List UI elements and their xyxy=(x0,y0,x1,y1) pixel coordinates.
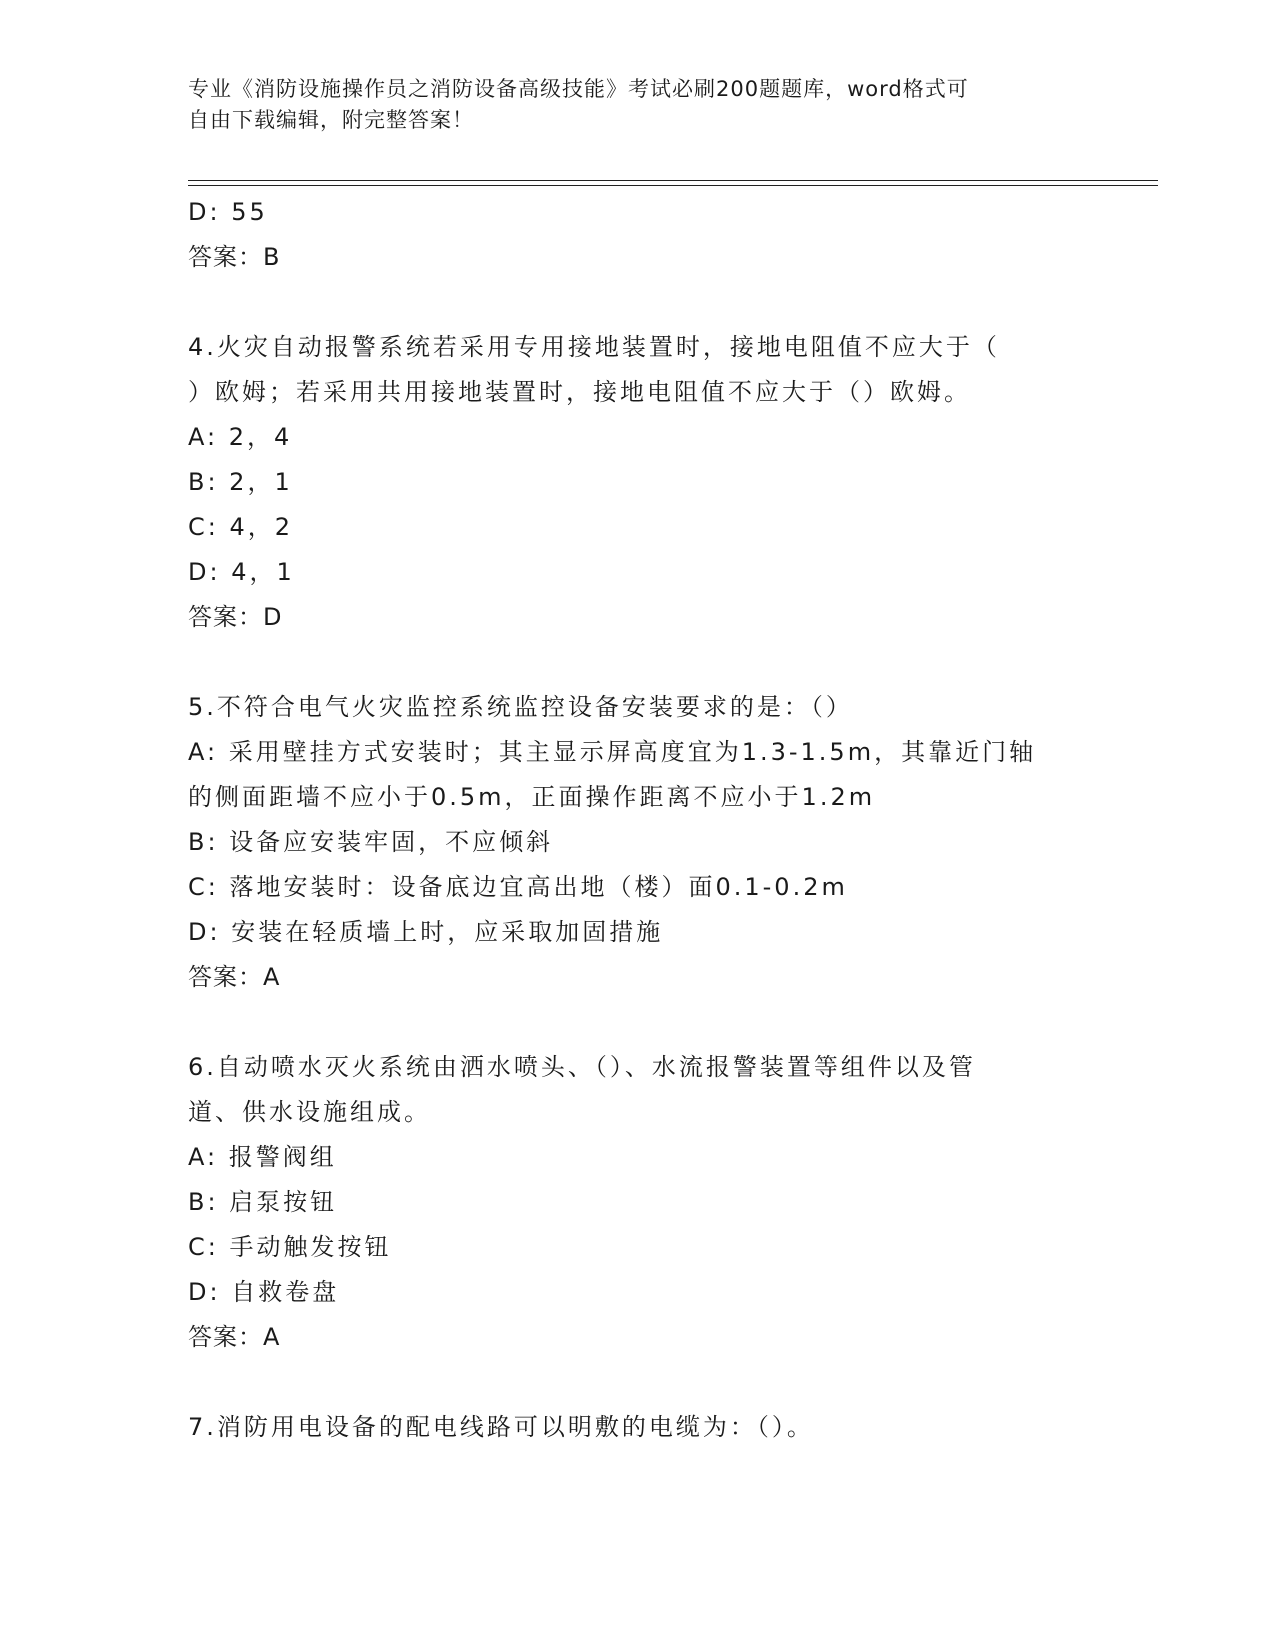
option-a: A: 2，4 xyxy=(188,423,293,451)
question-block-4 xyxy=(188,325,1088,640)
answer-line: 答案：A xyxy=(188,963,281,991)
spacer xyxy=(188,1360,1088,1405)
header-divider-bottom xyxy=(188,185,1158,186)
question-list xyxy=(188,190,1088,1450)
answer-line: 答案：A xyxy=(188,1323,281,1351)
option-b: B: 设备应安装牢固，不应倾斜 xyxy=(188,828,554,856)
option-d: D: 4，1 xyxy=(188,558,295,586)
question-block-5 xyxy=(188,685,1088,1000)
question-stem: 5.不符合电气火灾监控系统监控设备安装要求的是：（） xyxy=(188,693,853,721)
question-stem: 4.火灾自动报警系统若采用专用接地装置时，接地电阻值不应大于（ xyxy=(188,333,1000,361)
question-stem: ）欧姆；若采用共用接地装置时，接地电阻值不应大于（）欧姆。 xyxy=(188,378,971,406)
question-stem: 7.消防用电设备的配电线路可以明敷的电缆为：（）。 xyxy=(188,1413,814,1441)
answer-line: 答案：B xyxy=(188,243,281,271)
option-a-continued: 的侧面距墙不应小于0.5m，正面操作距离不应小于1.2m xyxy=(188,783,876,811)
spacer xyxy=(188,640,1088,685)
option-d: D: 55 xyxy=(188,198,268,226)
option-c: C: 落地安装时：设备底边宜高出地（楼）面0.1-0.2m xyxy=(188,873,848,901)
option-d: D: 自救卷盘 xyxy=(188,1278,340,1306)
header-divider-top xyxy=(188,180,1158,181)
option-a: A: 报警阀组 xyxy=(188,1143,337,1171)
document-header xyxy=(188,74,1068,136)
option-b: B: 2，1 xyxy=(188,468,293,496)
option-a: A: 采用壁挂方式安装时；其主显示屏高度宜为1.3-1.5m，其靠近门轴 xyxy=(188,738,1037,766)
option-c: C: 4，2 xyxy=(188,513,294,541)
header-line-2: 自由下载编辑，附完整答案！ xyxy=(188,108,474,132)
spacer xyxy=(188,280,1088,325)
answer-line: 答案：D xyxy=(188,603,283,631)
question-stem: 道、供水设施组成。 xyxy=(188,1098,431,1126)
question-block-6 xyxy=(188,1045,1088,1360)
question-block-7 xyxy=(188,1405,1088,1450)
option-b: B: 启泵按钮 xyxy=(188,1188,338,1216)
spacer xyxy=(188,1000,1088,1045)
option-d: D: 安装在轻质墙上时，应采取加固措施 xyxy=(188,918,664,946)
header-line-1: 专业《消防设施操作员之消防设备高级技能》考试必刷200题题库，word格式可 xyxy=(188,77,969,101)
option-c: C: 手动触发按钮 xyxy=(188,1233,392,1261)
question-stem: 6.自动喷水灭火系统由洒水喷头、（）、水流报警装置等组件以及管 xyxy=(188,1053,976,1081)
